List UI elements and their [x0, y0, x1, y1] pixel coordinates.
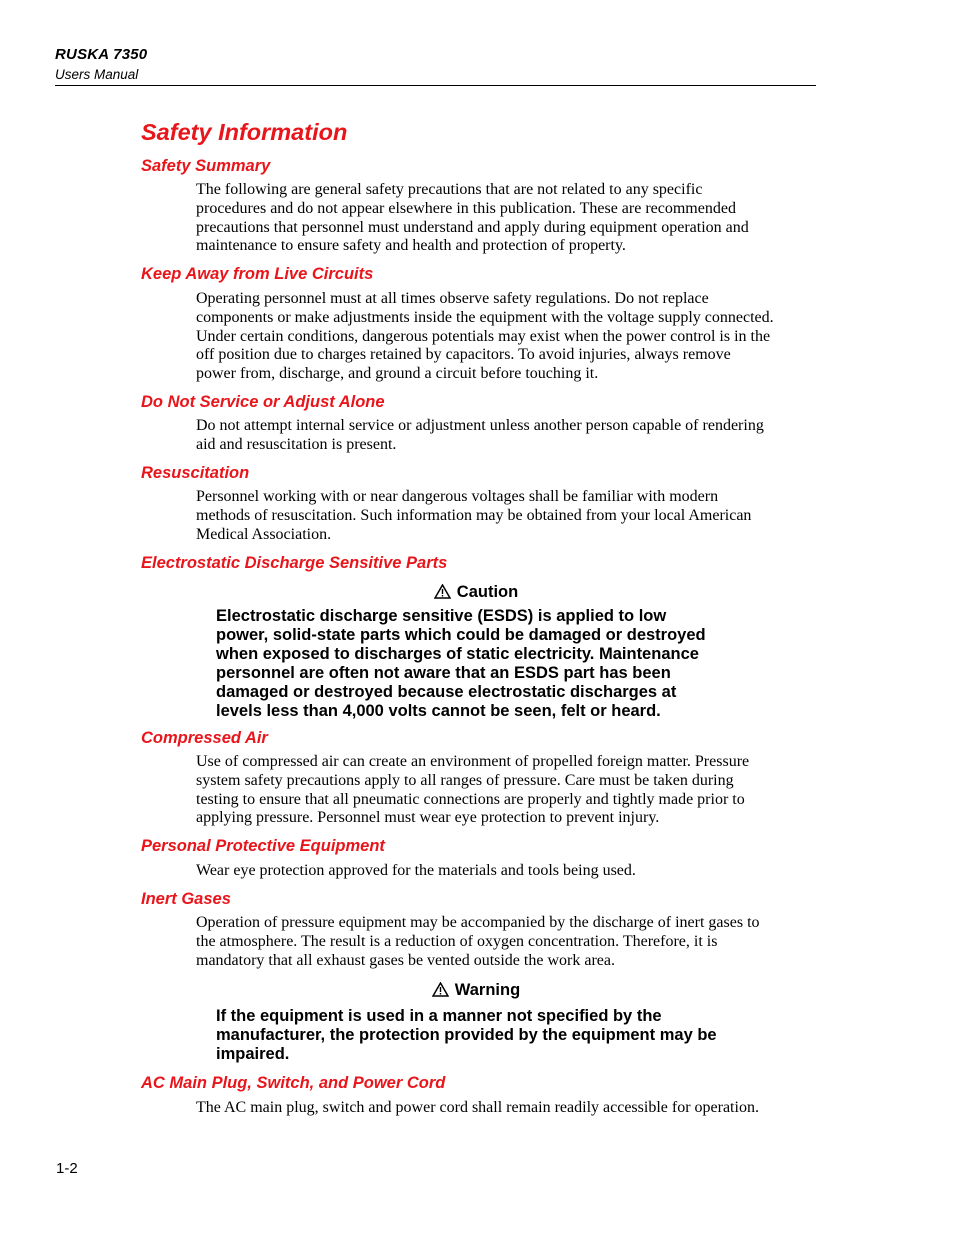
section-heading-ac-main: AC Main Plug, Switch, and Power Cord — [141, 1074, 446, 1092]
section-text-do-not-service — [196, 417, 826, 455]
warning-triangle-icon — [434, 584, 451, 599]
text-line: off position due to charges retained by capacitors. To avoid injuries, always remove — [196, 346, 731, 364]
section-text-safety-summary — [196, 181, 826, 256]
document-title: RUSKA 7350 — [55, 46, 148, 63]
text-line: power from, discharge, and ground a circuit before touching it. — [196, 365, 599, 383]
section-heading-resuscitation: Resuscitation — [141, 464, 250, 482]
text-line: power, solid-state parts which could be damaged or destroyed — [216, 625, 706, 644]
warning-heading — [216, 981, 736, 1000]
section-heading-ppe: Personal Protective Equipment — [141, 837, 385, 855]
section-text-live-circuits — [196, 290, 826, 384]
text-line: maintenance to ensure safety and health and protection of property. — [196, 237, 626, 255]
section-heading-esd: Electrostatic Discharge Sensitive Parts — [141, 554, 448, 572]
page-number: 1-2 — [56, 1160, 78, 1177]
text-line: Electrostatic discharge sensitive (ESDS) is applied to low — [216, 607, 667, 625]
caution-heading — [216, 583, 736, 602]
text-line: testing to ensure that all pneumatic connections are properly and tightly made prior to — [196, 790, 745, 808]
section-text-ac-main — [196, 1099, 826, 1118]
text-line: The following are general safety precautions that are not related to any specific — [196, 181, 703, 198]
text-line: components or make adjustments inside the equipment with the voltage supply connected. — [196, 308, 774, 326]
warning-text — [216, 1007, 776, 1064]
text-line: when exposed to discharges of static electricity. Maintenance — [216, 644, 699, 663]
text-line: levels less than 4,000 volts cannot be seen, felt or heard. — [216, 701, 661, 720]
caution-text — [216, 607, 776, 720]
warning-triangle-icon — [432, 982, 449, 997]
text-line: Wear eye protection approved for the materials and tools being used. — [196, 862, 636, 879]
text-line: the atmosphere. The result is a reduction of oxygen concentration. Therefore, it is — [196, 932, 718, 950]
text-line: Operation of pressure equipment may be accompanied by the discharge of inert gases to — [196, 914, 760, 931]
text-line: The AC main plug, switch and power cord shall remain readily accessible for operation. — [196, 1099, 759, 1116]
text-line: If the equipment is used in a manner not specified by the — [216, 1007, 662, 1025]
header-divider — [55, 85, 816, 86]
section-text-ppe — [196, 862, 826, 881]
warning-label: Warning — [454, 981, 521, 999]
text-line: applying pressure. Personnel must wear eye protection to prevent injury. — [196, 809, 660, 827]
section-heading-compressed-air: Compressed Air — [141, 729, 268, 747]
text-line: personnel are often not aware that an ESDS part has been — [216, 663, 671, 682]
document-subtitle: Users Manual — [55, 67, 139, 82]
text-line: impaired. — [216, 1044, 290, 1063]
section-heading-do-not-service: Do Not Service or Adjust Alone — [141, 393, 385, 411]
text-line: procedures and do not appear elsewhere in this publication. These are recommended — [196, 199, 736, 217]
section-text-inert-gases — [196, 914, 826, 970]
text-line: mandatory that all exhaust gases be vented outside the work area. — [196, 951, 615, 969]
text-line: Personnel working with or near dangerous voltages shall be familiar with modern — [196, 488, 719, 505]
text-line: Medical Association. — [196, 525, 332, 543]
text-line: aid and resuscitation is present. — [196, 435, 397, 453]
text-line: precautions that personnel must understand and apply during equipment operation and — [196, 218, 749, 236]
text-line: Operating personnel must at all times observe safety regulations. Do not replace — [196, 290, 709, 307]
text-line: methods of resuscitation. Such information may be obtained from your local American — [196, 506, 752, 524]
section-text-compressed-air — [196, 753, 826, 828]
text-line: damaged or destroyed because electrostatic discharges at — [216, 682, 677, 701]
text-line: Under certain conditions, dangerous potentials may exist when the power control is in the — [196, 327, 771, 345]
section-heading-inert-gases: Inert Gases — [141, 890, 231, 908]
section-heading-live-circuits: Keep Away from Live Circuits — [141, 265, 374, 283]
text-line: manufacturer, the protection provided by the equipment may be — [216, 1025, 717, 1044]
page-title: Safety Information — [141, 119, 348, 145]
text-line: Use of compressed air can create an environment of propelled foreign matter. Pressure — [196, 753, 750, 770]
text-line: Do not attempt internal service or adjustment unless another person capable of rendering — [196, 417, 764, 434]
text-line: system safety precautions apply to all ranges of pressure. Care must be taken during — [196, 771, 734, 789]
section-text-resuscitation — [196, 488, 826, 544]
caution-label: Caution — [456, 583, 519, 601]
section-heading-safety-summary: Safety Summary — [141, 157, 271, 175]
